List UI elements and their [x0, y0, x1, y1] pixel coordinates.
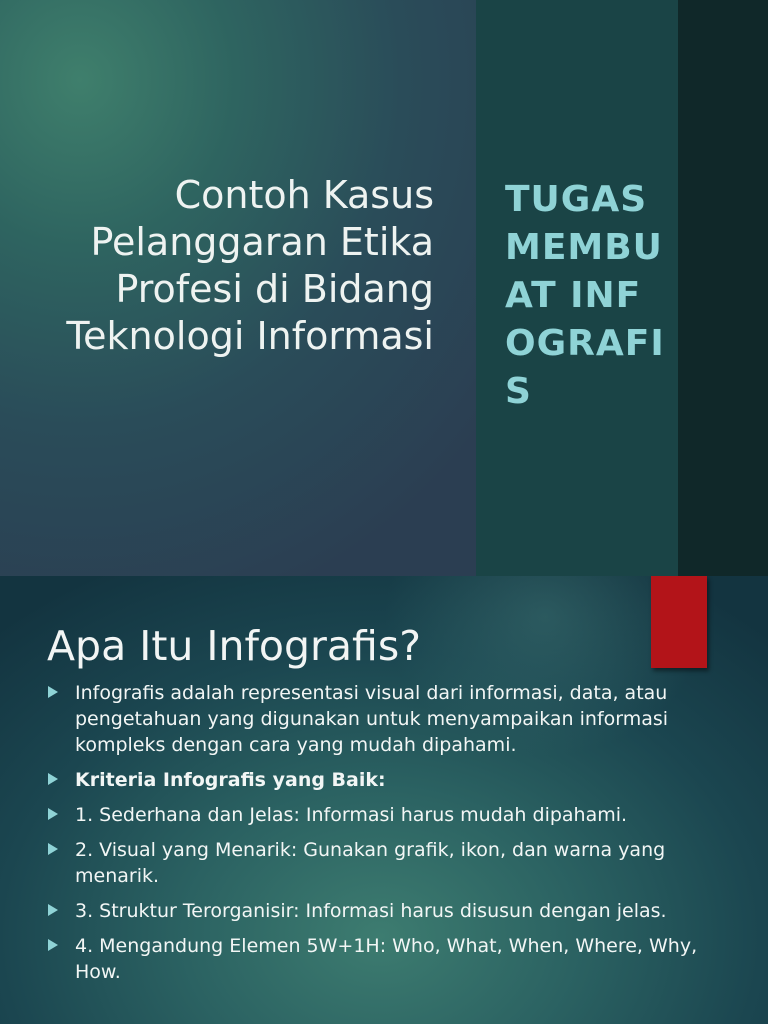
list-item: [46, 898, 736, 924]
slide-2-heading: Apa Itu Infografis?: [47, 622, 421, 670]
list-item: [46, 837, 736, 889]
bullet-arrow-icon: [48, 843, 58, 855]
bullet-arrow-icon: [48, 773, 58, 785]
bullet-list: [46, 680, 736, 994]
list-item-text: Kriteria Infografis yang Baik:: [75, 769, 386, 791]
list-item-text: 4. Mengandung Elemen 5W+1H: Who, What, When, Where, Why, How.: [75, 935, 698, 983]
slide-1-title: Contoh Kasus Pelanggaran Etika Profesi di Bidang Teknologi Informasi: [66, 173, 434, 358]
bullet-arrow-icon: [48, 686, 58, 698]
bullet-arrow-icon: [48, 904, 58, 916]
bullet-arrow-icon: [48, 808, 58, 820]
list-item-text: 1. Sederhana dan Jelas: Informasi harus mudah dipahami.: [75, 804, 628, 826]
list-item-text: Infografis adalah representasi visual dari informasi, data, atau pengetahuan yang digunakan untuk menyampaikan informasi kompleks dengan cara yang mudah dipahami.: [75, 682, 669, 756]
list-item: [46, 933, 736, 985]
red-accent-block: [651, 576, 707, 668]
title-edge-strip: [678, 0, 768, 576]
bullet-arrow-icon: [48, 939, 58, 951]
slide-2: [0, 576, 768, 1024]
list-item: [46, 802, 736, 828]
list-item-text: 3. Struktur Terorganisir: Informasi harus disusun dengan jelas.: [75, 900, 667, 922]
list-item-text: 2. Visual yang Menarik: Gunakan grafik, ikon, dan warna yang menarik.: [75, 839, 666, 887]
slide-1-subtitle: TUGAS MEMBUAT INFOGRAFIS: [505, 179, 665, 412]
list-item: [46, 767, 736, 793]
list-item: [46, 680, 736, 758]
